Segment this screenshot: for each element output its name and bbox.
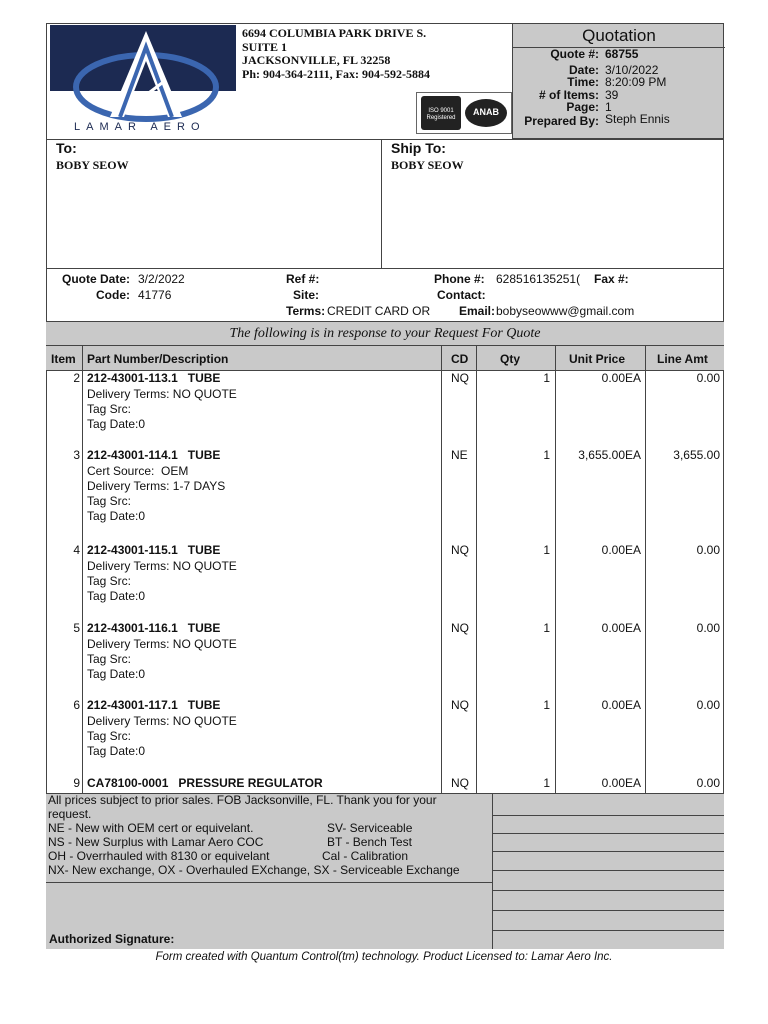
legend-cal: Cal - Calibration <box>322 849 409 863</box>
prepared-by-label: Prepared By: <box>524 114 599 128</box>
row-detail: Delivery Terms: NO QUOTE <box>87 559 237 573</box>
fax-label: Fax #: <box>594 272 629 286</box>
row-line-amt: 0.00 <box>696 543 720 557</box>
row-part-number: 212-43001-116.1 TUBE <box>87 621 221 635</box>
row-unit-price: 0.00 <box>601 371 625 385</box>
row-unit-price: 0.00 <box>601 698 625 712</box>
col-header-part: Part Number/Description <box>87 352 229 366</box>
contact-label: Contact: <box>437 288 486 302</box>
row-detail: Tag Date:0 <box>87 509 146 523</box>
row-cd: NQ <box>451 698 469 712</box>
ship-to-label: Ship To: <box>391 140 446 156</box>
anab-badge <box>465 99 507 127</box>
row-detail: Tag Date:0 <box>87 667 146 681</box>
to-label: To: <box>56 140 77 156</box>
totals-box <box>492 793 724 949</box>
row-line-amt: 0.00 <box>696 776 720 790</box>
row-part-number: 212-43001-117.1 TUBE <box>87 698 221 712</box>
row-qty: 1 <box>543 621 550 635</box>
prepared-by-value: Steph Ennis <box>605 112 670 126</box>
site-label: Site: <box>293 288 320 302</box>
time-label: Time: <box>567 75 599 89</box>
email-label: Email: <box>459 304 496 318</box>
terms-label: Terms: <box>286 304 326 318</box>
row-unit-price: 0.00 <box>601 776 625 790</box>
code-value: 41776 <box>138 288 172 302</box>
row-detail: Cert Source: OEM <box>87 464 189 478</box>
legend-ne: NE - New with OEM cert or equivelant. <box>48 821 254 835</box>
row-detail: Tag Date:0 <box>87 417 146 431</box>
row-detail: Delivery Terms: NO QUOTE <box>87 637 237 651</box>
table-header <box>46 346 724 371</box>
legend-sv: SV- Serviceable <box>327 821 413 835</box>
row-line-amt: 0.00 <box>696 371 720 385</box>
col-header-item: Item <box>51 352 76 366</box>
row-detail: Tag Src: <box>87 729 132 743</box>
items-value: 39 <box>605 88 619 102</box>
code-label: Code: <box>96 288 130 302</box>
phone-fax: Ph: 904-364-2111, Fax: 904-592-5884 <box>242 66 430 81</box>
row-detail: Tag Src: <box>87 574 132 588</box>
row-cd: NQ <box>451 621 469 635</box>
date-label: Date: <box>568 63 599 77</box>
row-line-amt: 0.00 <box>696 698 720 712</box>
legend-ns: NS - New Surplus with Lamar Aero COC <box>48 835 264 849</box>
quote-date: 3/2/2022 <box>138 272 185 286</box>
row-uom: EA <box>625 776 642 790</box>
row-qty: 1 <box>543 698 550 712</box>
legend-exchange: NX- New exchange, OX - Overhauled EXchange, SX - Serviceable Exchange <box>48 863 460 877</box>
row-qty: 1 <box>543 448 550 462</box>
col-header-unit-price: Unit Price <box>569 352 626 366</box>
row-part-number: CA78100-0001 PRESSURE REGULATOR <box>87 776 323 790</box>
row-part-number: 212-43001-114.1 TUBE <box>87 448 221 462</box>
row-detail: Delivery Terms: 1-7 DAYS <box>87 479 226 493</box>
notes-line-2: request. <box>48 807 92 821</box>
authorized-signature-label: Authorized Signature: <box>49 932 175 946</box>
col-header-line-amt: Line Amt <box>657 352 708 366</box>
row-uom: EA <box>625 698 642 712</box>
to-name: BOBY SEOW <box>56 158 129 172</box>
row-uom: EA <box>625 448 642 462</box>
row-detail: Delivery Terms: NO QUOTE <box>87 714 237 728</box>
legend-oh: OH - Overrhauled with 8130 or equivelant <box>48 849 270 863</box>
row-qty: 1 <box>543 543 550 557</box>
iso-badge <box>421 96 461 130</box>
address-line-1: 6694 COLUMBIA PARK DRIVE S. <box>242 26 427 40</box>
company-logo <box>50 25 236 137</box>
quote-date-label: Quote Date: <box>62 272 131 286</box>
row-item-number: 5 <box>73 621 80 635</box>
quotation-box <box>512 23 724 139</box>
iso-badge-text: ISO 9001 Registered <box>426 108 456 121</box>
terms-value: CREDIT CARD OR <box>327 304 431 318</box>
quote-no: 68755 <box>605 47 639 61</box>
form-footer: Form created with Quantum Control(tm) technology. Product Licensed to: Lamar Aero Inc. <box>155 951 613 963</box>
ship-to-name: BOBY SEOW <box>391 158 464 172</box>
time-value: 8:20:09 PM <box>605 75 667 89</box>
signature-row <box>46 930 492 949</box>
legend-bt: BT - Bench Test <box>327 835 412 849</box>
address-line-2: SUITE 1 <box>242 39 288 54</box>
row-cd: NQ <box>451 543 469 557</box>
row-detail: Tag Src: <box>87 402 132 416</box>
row-line-amt: 0.00 <box>696 621 720 635</box>
logo-text: LAMAR AERO <box>74 121 206 133</box>
page-label: Page: <box>566 100 599 114</box>
row-cd: NQ <box>451 371 469 385</box>
anab-badge-text: ANAB <box>473 107 499 117</box>
row-part-number: 212-43001-113.1 TUBE <box>87 371 221 385</box>
row-unit-price: 0.00 <box>601 543 625 557</box>
phone-value: 628516135251( <box>496 272 581 286</box>
row-unit-price: 3,655.00 <box>578 448 625 462</box>
row-qty: 1 <box>543 776 550 790</box>
quote-no-label: Quote #: <box>550 47 599 61</box>
row-cd: NE <box>451 448 468 462</box>
ref-label: Ref #: <box>286 272 320 286</box>
row-uom: EA <box>625 371 642 385</box>
row-unit-price: 0.00 <box>601 621 625 635</box>
row-item-number: 4 <box>73 543 80 557</box>
row-item-number: 6 <box>73 698 80 712</box>
address-line-3: JACKSONVILLE, FL 32258 <box>242 53 391 67</box>
col-header-qty: Qty <box>500 352 521 366</box>
row-item-number: 3 <box>73 448 80 462</box>
rfq-banner-text: The following is in response to your Request For Quote <box>229 326 541 341</box>
row-detail: Delivery Terms: NO QUOTE <box>87 387 237 401</box>
phone-label: Phone #: <box>434 272 485 286</box>
row-detail: Tag Src: <box>87 652 132 666</box>
col-header-cd: CD <box>451 352 469 366</box>
row-uom: EA <box>625 543 642 557</box>
cert-badges <box>416 92 512 134</box>
row-detail: Tag Src: <box>87 494 132 508</box>
items-label: # of Items: <box>538 88 599 102</box>
row-detail: Tag Date:0 <box>87 589 146 603</box>
page-value: 1 <box>605 100 612 114</box>
rfq-banner <box>46 321 724 346</box>
email-value: bobyseowww@gmail.com <box>496 304 635 318</box>
quote-date-value: 3/10/2022 <box>605 63 659 77</box>
row-uom: EA <box>625 621 642 635</box>
company-address <box>242 27 510 81</box>
row-detail: Tag Date:0 <box>87 744 146 758</box>
row-part-number: 212-43001-115.1 TUBE <box>87 543 221 557</box>
row-item-number: 9 <box>73 776 80 790</box>
quotation-title: Quotation <box>582 26 656 45</box>
row-qty: 1 <box>543 371 550 385</box>
row-cd: NQ <box>451 776 469 790</box>
row-line-amt: 3,655.00 <box>673 448 720 462</box>
row-item-number: 2 <box>73 371 80 385</box>
notes-line-1: All prices subject to prior sales. FOB Jacksonville, FL. Thank you for your <box>48 793 437 807</box>
